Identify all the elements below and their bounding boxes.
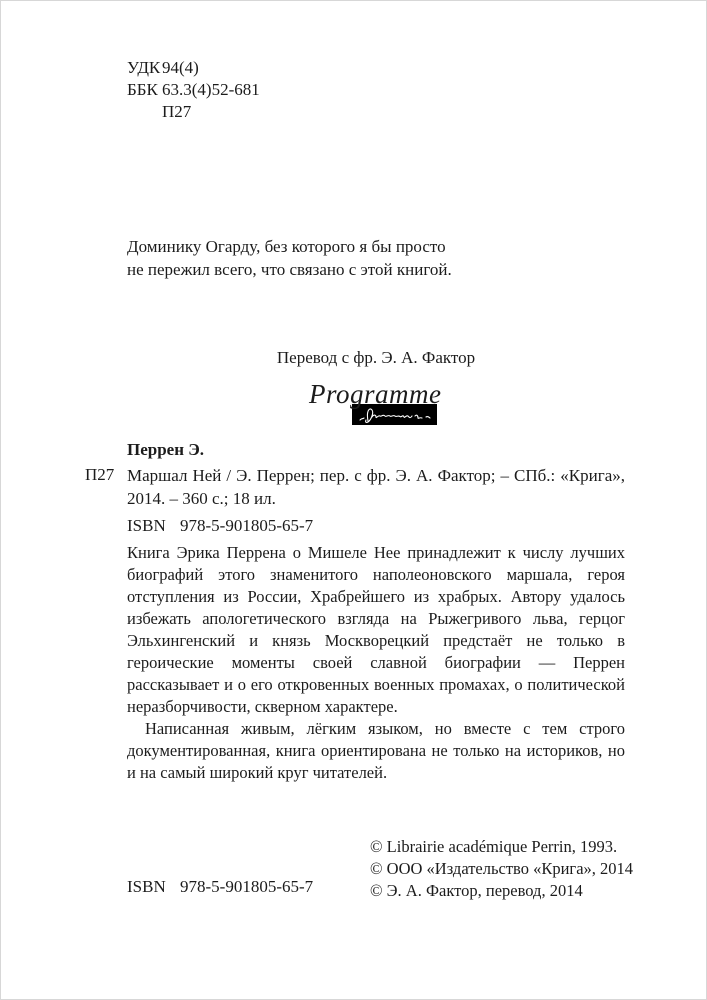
- classification-block: [127, 57, 260, 123]
- copyright-block: [370, 836, 633, 902]
- publisher-logo: [309, 380, 441, 428]
- copyright-line-publisher: © ООО «Издательство «Крига», 2014: [370, 859, 634, 878]
- bbk-value: 63.3(4)52-681: [162, 80, 260, 99]
- isbn-line-bottom: [127, 876, 313, 898]
- author-sign: П27: [162, 102, 192, 121]
- dedication-line-1: Доминику Огарду, без которого я бы просто: [127, 237, 446, 256]
- dedication-line-2: не пережил всего, что связано с этой книгой.: [127, 260, 452, 279]
- isbn-value-bottom: 978-5-901805-65-7: [180, 877, 314, 896]
- isbn-label-top: ISBN: [127, 516, 166, 535]
- annotation: [127, 542, 625, 784]
- catalog-entry-code: П27: [85, 465, 115, 484]
- isbn-line-top: [127, 515, 313, 537]
- catalog-entry: [85, 464, 625, 510]
- author-sign-line: [127, 101, 260, 123]
- catalog-author-heading: Перрен Э.: [127, 440, 205, 459]
- udk-label: УДК: [127, 58, 161, 77]
- catalog-entry-text: Маршал Ней / Э. Перрен; пер. с фр. Э. А. Фактор; – СПб.: «Крига», 2014. – 360 с.; 18 ил.: [127, 466, 625, 508]
- publisher-logo-wordmark: Programme: [309, 379, 442, 409]
- translation-credit: Перевод с фр. Э. А. Фактор: [276, 348, 476, 367]
- bbk-label: ББК: [127, 80, 158, 99]
- copyright-line-original: © Librairie académique Perrin, 1993.: [370, 837, 618, 856]
- annotation-paragraph-2: Написанная живым, лёгким языком, но вместе с тем строго документированная, книга ориентирована не только на историков, но и на самый широкий круг читателей.: [127, 719, 625, 782]
- bbk-line: [127, 79, 260, 101]
- udk-line: [127, 57, 260, 79]
- copyright-line-translator: © Э. А. Фактор, перевод, 2014: [370, 881, 583, 900]
- isbn-value-top: 978-5-901805-65-7: [180, 516, 314, 535]
- isbn-label-bottom: ISBN: [127, 877, 166, 896]
- udk-value: 94(4): [162, 58, 199, 77]
- annotation-paragraph-1: Книга Эрика Перрена о Мишеле Нее принадлежит к числу лучших биографий этого знаменитого наполеоновского маршала, героя отступления из России, Храбрейшего из храбрых. Автору удалось избежать апологетического взгляда на Рыжегривого льва, герцог Эльхингенский и князь Москворецкий предстаёт не только в героические моменты своей славной биографии — Перрен рассказывает и о его откровенных военных промахах, о политической неразборчивости, скверном характере.: [127, 543, 625, 716]
- dedication: [127, 235, 452, 281]
